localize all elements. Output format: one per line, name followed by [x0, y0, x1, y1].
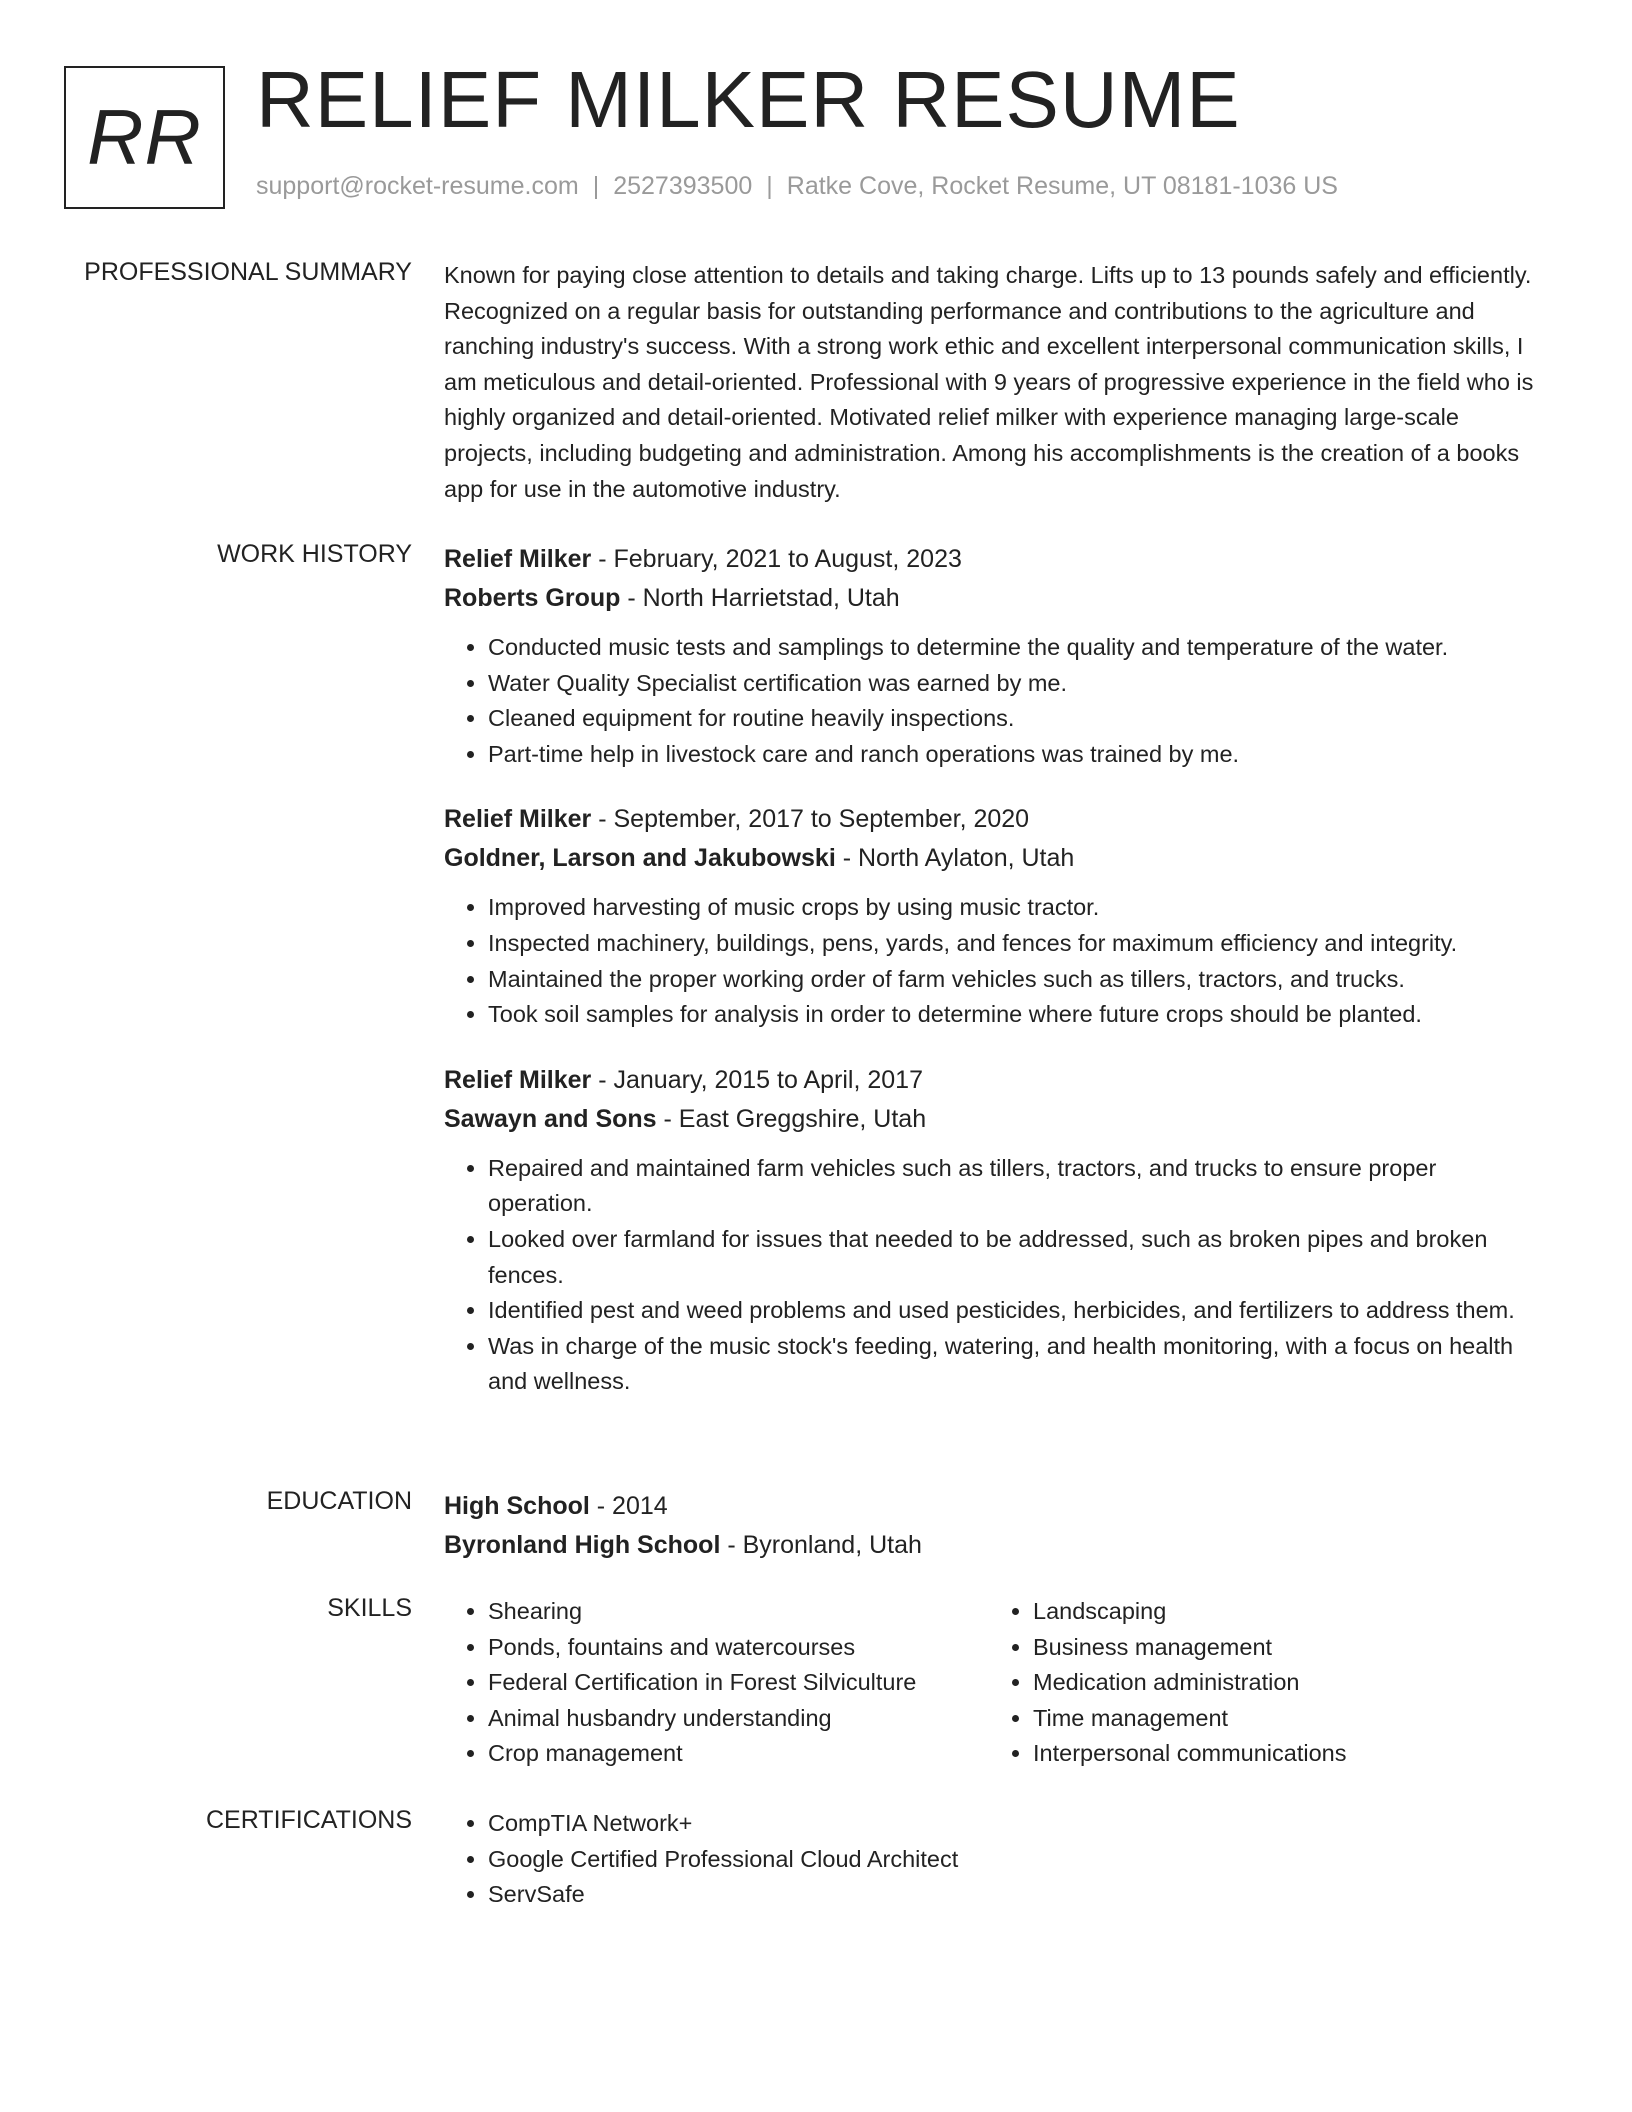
skills-column-left: [444, 1594, 989, 1772]
skill-item: • Interpersonal communications: [1033, 1736, 1534, 1772]
job-company-line: [444, 579, 1534, 618]
job-title-line: [444, 540, 1534, 579]
summary-body: [444, 258, 1534, 507]
skills-columns: [444, 1594, 1534, 1772]
contact-separator: |: [766, 172, 773, 200]
skills-body: [444, 1594, 1534, 1772]
certifications-list: [444, 1806, 1534, 1913]
job-bullet: • Improved harvesting of music crops by using music tractor.: [488, 890, 1534, 926]
job-bullets: [444, 890, 1534, 1032]
education-heading: EDUCATION: [266, 1487, 412, 1515]
contact-line: [256, 172, 1338, 201]
certifications-heading: CERTIFICATIONS: [205, 1806, 412, 1834]
skill-item: • Ponds, fountains and watercourses: [488, 1630, 989, 1666]
monogram-initials: RR: [87, 93, 202, 181]
skill-item: • Shearing: [488, 1594, 989, 1630]
job-company-line: [444, 1100, 1534, 1139]
job-company: Sawayn and Sons: [444, 1104, 657, 1133]
job-bullets: [444, 630, 1534, 772]
job-bullet: • Part-time help in livestock care and ranch operations was trained by me.: [488, 737, 1534, 773]
skill-item: • Medication administration: [1033, 1665, 1534, 1701]
page-title: RELIEF MILKER RESUME: [256, 55, 1241, 144]
job-company-line: [444, 839, 1534, 878]
skill-item: • Crop management: [488, 1736, 989, 1772]
job-title: Relief Milker: [444, 545, 592, 573]
certification-item: • CompTIA Network+: [488, 1806, 1534, 1842]
contact-separator: |: [592, 172, 600, 200]
certification-item: • Google Certified Professional Cloud Architect: [488, 1842, 1534, 1878]
job-title: Relief Milker: [444, 1065, 592, 1094]
job-bullet: • Took soil samples for analysis in order to determine where future crops should be planted.: [488, 997, 1534, 1033]
job-location: - East Greggshire, Utah: [656, 1104, 927, 1133]
job-title: Relief Milker: [444, 805, 592, 834]
contact-phone: 2527393500: [613, 172, 753, 200]
education-year: - 2014: [589, 1492, 668, 1520]
contact-address: Ratke Cove, Rocket Resume, UT 08181-1036 US: [786, 172, 1338, 200]
skill-item: • Federal Certification in Forest Silviculture: [488, 1665, 989, 1701]
job-entry: [444, 540, 1534, 772]
job-company: Roberts Group: [444, 584, 621, 612]
skill-item: • Animal husbandry understanding: [488, 1701, 989, 1737]
education-location: - Byronland, Utah: [720, 1531, 922, 1559]
work-history-heading: WORK HISTORY: [217, 540, 412, 568]
job-bullet: • Looked over farmland for issues that needed to be addressed, such as broken pipes and broken fences.: [488, 1222, 1534, 1293]
job-title-line: [444, 800, 1534, 839]
job-dates: - February, 2021 to August, 2023: [591, 545, 962, 573]
job-bullet: • Repaired and maintained farm vehicles such as tillers, tractors, and trucks to ensure proper operation.: [488, 1151, 1534, 1222]
job-company: Goldner, Larson and Jakubowski: [444, 844, 836, 873]
job-bullet: • Identified pest and weed problems and used pesticides, herbicides, and fertilizers to address them.: [488, 1293, 1534, 1329]
job-entry: [444, 800, 1534, 1032]
work-history-body: [444, 540, 1534, 1428]
skill-item: • Business management: [1033, 1630, 1534, 1666]
job-location: - North Aylaton, Utah: [835, 844, 1075, 873]
job-dates: - January, 2015 to April, 2017: [591, 1065, 923, 1094]
job-bullet: • Inspected machinery, buildings, pens, yards, and fences for maximum efficiency and integrity.: [488, 926, 1534, 962]
job-entry: [444, 1061, 1534, 1400]
job-bullet: • Cleaned equipment for routine heavily inspections.: [488, 701, 1534, 737]
monogram-logo: [64, 66, 225, 209]
job-bullet: • Conducted music tests and samplings to determine the quality and temperature of the water.: [488, 630, 1534, 666]
education-body: [444, 1487, 1534, 1565]
certifications-body: [444, 1806, 1534, 1913]
skill-item: • Time management: [1033, 1701, 1534, 1737]
job-dates: - September, 2017 to September, 2020: [591, 805, 1030, 834]
summary-text: Known for paying close attention to details and taking charge. Lifts up to 13 pounds safely and efficiently. Recognized on a regular basis for outstanding performance and contributions to the agriculture and ranching industry's success. With a strong work ethic and excellent interpersonal communication skills, I am meticulous and detail-oriented. Professional with 9 years of progressive experience in the field who is highly organized and detail-oriented. Motivated relief milker with experience managing large-scale projects, including budgeting and administration. Among his accomplishments is the creation of a books app for use in the automotive industry.: [444, 262, 1534, 502]
job-bullet: • Water Quality Specialist certification was earned by me.: [488, 666, 1534, 702]
summary-heading: PROFESSIONAL SUMMARY: [84, 258, 412, 286]
skill-item: • Landscaping: [1033, 1594, 1534, 1630]
education-degree-line: [444, 1487, 1534, 1526]
job-bullet: • Was in charge of the music stock's feeding, watering, and health monitoring, with a focus on health and wellness.: [488, 1329, 1534, 1400]
contact-email: support@rocket-resume.com: [256, 172, 579, 200]
skills-column-right: [989, 1594, 1534, 1772]
job-bullet: • Maintained the proper working order of farm vehicles such as tillers, tractors, and trucks.: [488, 962, 1534, 998]
job-location: - North Harrietstad, Utah: [620, 584, 900, 612]
education-school: Byronland High School: [444, 1531, 721, 1559]
education-degree: High School: [444, 1492, 590, 1520]
job-bullets: [444, 1151, 1534, 1400]
skills-heading: SKILLS: [327, 1594, 412, 1622]
education-school-line: [444, 1526, 1534, 1565]
job-title-line: [444, 1061, 1534, 1100]
certification-item: • ServSafe: [488, 1877, 1534, 1913]
